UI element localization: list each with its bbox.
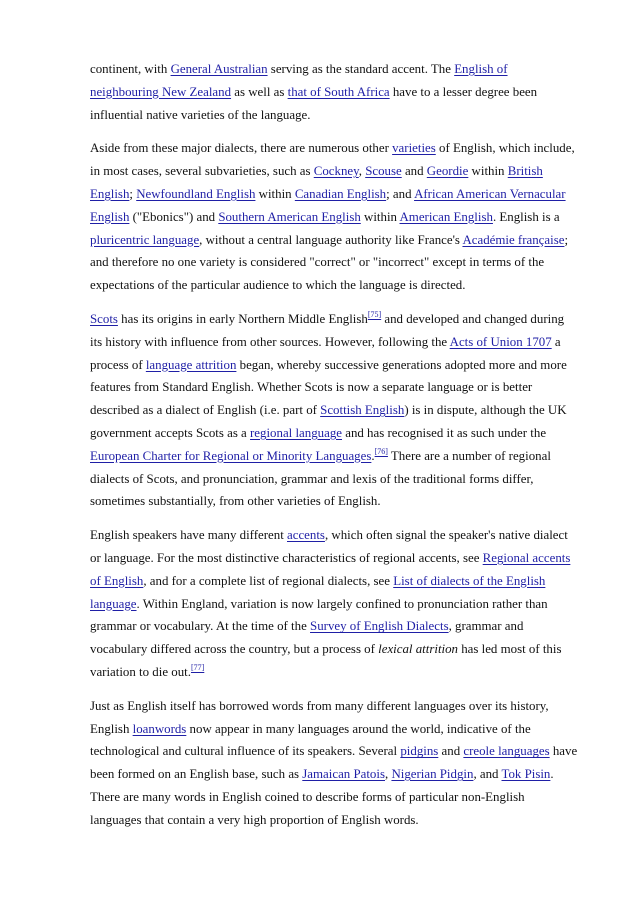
link-general-australian[interactable]: General Australian: [170, 62, 268, 76]
link-cockney[interactable]: Cockney: [313, 164, 359, 179]
link-acts-of-union-1707[interactable]: Acts of Union 1707: [449, 334, 552, 349]
text: a process of: [90, 334, 561, 372]
link-survey-of-english-dialects[interactable]: Survey of English Dialects: [310, 619, 449, 634]
link-aave[interactable]: African American Vernacular English: [90, 186, 566, 224]
link-varieties[interactable]: varieties: [392, 141, 436, 156]
text: , without a central language authority like France's: [199, 232, 463, 247]
article-body: [90, 58, 578, 843]
text: have been formed on an English base, such as: [90, 744, 578, 782]
text: , and: [473, 767, 502, 782]
link-southern-american-english[interactable]: Southern American English: [218, 209, 361, 224]
text: serving as the standard accent. The: [267, 62, 455, 76]
paragraph-5: [90, 695, 578, 832]
link-tok-pisin[interactable]: Tok Pisin: [501, 767, 551, 782]
link-south-african-english[interactable]: that of South Africa: [287, 84, 390, 99]
text: has its origins in early Northern Middle English: [117, 311, 368, 326]
text: now appear in many languages around the world, indicative of the technological and cultural influence of its speakers. Several: [90, 721, 531, 759]
text: .: [371, 448, 375, 463]
text: continent, with: [90, 62, 171, 76]
citation-link-76[interactable]: [76]: [374, 446, 388, 456]
link-scouse[interactable]: Scouse: [365, 164, 402, 179]
text: ,: [358, 164, 366, 179]
link-european-charter[interactable]: European Charter for Regional or Minority Languages: [90, 448, 372, 463]
text: began, whereby successive generations adopted more and more features from Standard English. Whether Scots is now a separate language or is better described as a dialect of English (i.e. part of: [90, 357, 567, 418]
link-nigerian-pidgin[interactable]: Nigerian Pidgin: [391, 767, 474, 782]
link-british-english[interactable]: British English: [90, 164, 543, 201]
link-pluricentric-language[interactable]: pluricentric language: [90, 232, 200, 247]
text: of English, which include, in most cases, several subvarieties, such as: [90, 141, 575, 179]
text: . There are many words in English coined to describe forms of particular non-English languages that contain a very high proportion of English words.: [90, 767, 554, 827]
link-scottish-english[interactable]: Scottish English: [320, 403, 405, 418]
link-language-attrition[interactable]: language attrition: [145, 357, 237, 372]
link-accents[interactable]: accents: [287, 528, 325, 543]
text: . English is a: [492, 209, 560, 224]
text: , which often signal the speaker's native dialect or language. For the most distinctive characteristics of regional accents, see: [90, 528, 568, 565]
text: and has recognised it as such under the: [342, 425, 547, 440]
text: and developed and changed during its history with influence from other sources. However, following the: [90, 311, 565, 349]
text: Aside from these major dialects, there are numerous other: [90, 141, 393, 156]
link-geordie[interactable]: Geordie: [426, 164, 469, 179]
link-english-of-new-zealand[interactable]: English of neighbouring New Zealand: [90, 62, 508, 99]
text: ) is in dispute, although the UK government accepts Scots as a: [90, 403, 567, 440]
citation-75: [368, 310, 381, 319]
citation-76: [375, 447, 388, 456]
text: as well as: [231, 84, 288, 99]
text: English speakers have many different: [90, 528, 287, 543]
text: There are a number of regional dialects of Scots, and pronunciation, grammar and lexis of the traditional forms differ, sometimes substantially, from other varieties of English.: [90, 448, 551, 509]
link-academie-francaise[interactable]: Académie française: [462, 232, 565, 247]
paragraph-1: [90, 58, 578, 126]
text: , and for a complete list of regional dialects, see: [143, 573, 394, 588]
link-regional-accents-of-english[interactable]: Regional accents of English: [90, 550, 571, 588]
text: ,: [384, 767, 392, 782]
link-loanwords[interactable]: loanwords: [132, 721, 187, 736]
paragraph-4: [90, 524, 578, 684]
text: within: [255, 186, 295, 201]
citation-link-75[interactable]: [75]: [367, 309, 382, 319]
link-newfoundland-english[interactable]: Newfoundland English: [136, 186, 256, 201]
text: within: [468, 164, 508, 179]
text: has led most of this variation to die out.: [90, 642, 562, 679]
text: ; and: [386, 186, 415, 201]
paragraph-3: [90, 308, 578, 513]
paragraph-2: [90, 137, 578, 297]
text: and: [401, 164, 427, 179]
citation-link-77[interactable]: [77]: [190, 662, 205, 672]
citation-77: [191, 663, 204, 672]
text: ;: [129, 186, 137, 201]
link-canadian-english[interactable]: Canadian English: [294, 186, 387, 201]
text: ; and therefore no one variety is considered "correct" or "incorrect" except in terms of the expectations of the particular audience to which the language is directed.: [90, 232, 569, 293]
text: have to a lesser degree been influential native varieties of the language.: [90, 84, 538, 122]
link-creole-languages[interactable]: creole languages: [463, 744, 550, 759]
link-regional-language[interactable]: regional language: [250, 425, 342, 440]
link-pidgins[interactable]: pidgins: [400, 744, 439, 759]
text: . Within England, variation is now largely confined to pronunciation rather than grammar or vocabulary. At the time of the: [90, 596, 548, 634]
link-jamaican-patois[interactable]: Jamaican Patois: [302, 767, 385, 782]
link-american-english[interactable]: American English: [399, 209, 493, 224]
link-scots[interactable]: Scots: [90, 311, 118, 326]
link-list-of-dialects[interactable]: List of dialects of the English language: [90, 573, 546, 611]
text: Just as English itself has borrowed words from many different languages over its history, English: [90, 698, 549, 736]
text: within: [360, 209, 400, 224]
emphasis-lexical-attrition: lexical attrition: [378, 642, 458, 657]
text: and: [438, 744, 464, 759]
text: , grammar and vocabulary differed across the country, but a process of: [90, 619, 524, 657]
text: ("Ebonics") and: [129, 209, 219, 224]
